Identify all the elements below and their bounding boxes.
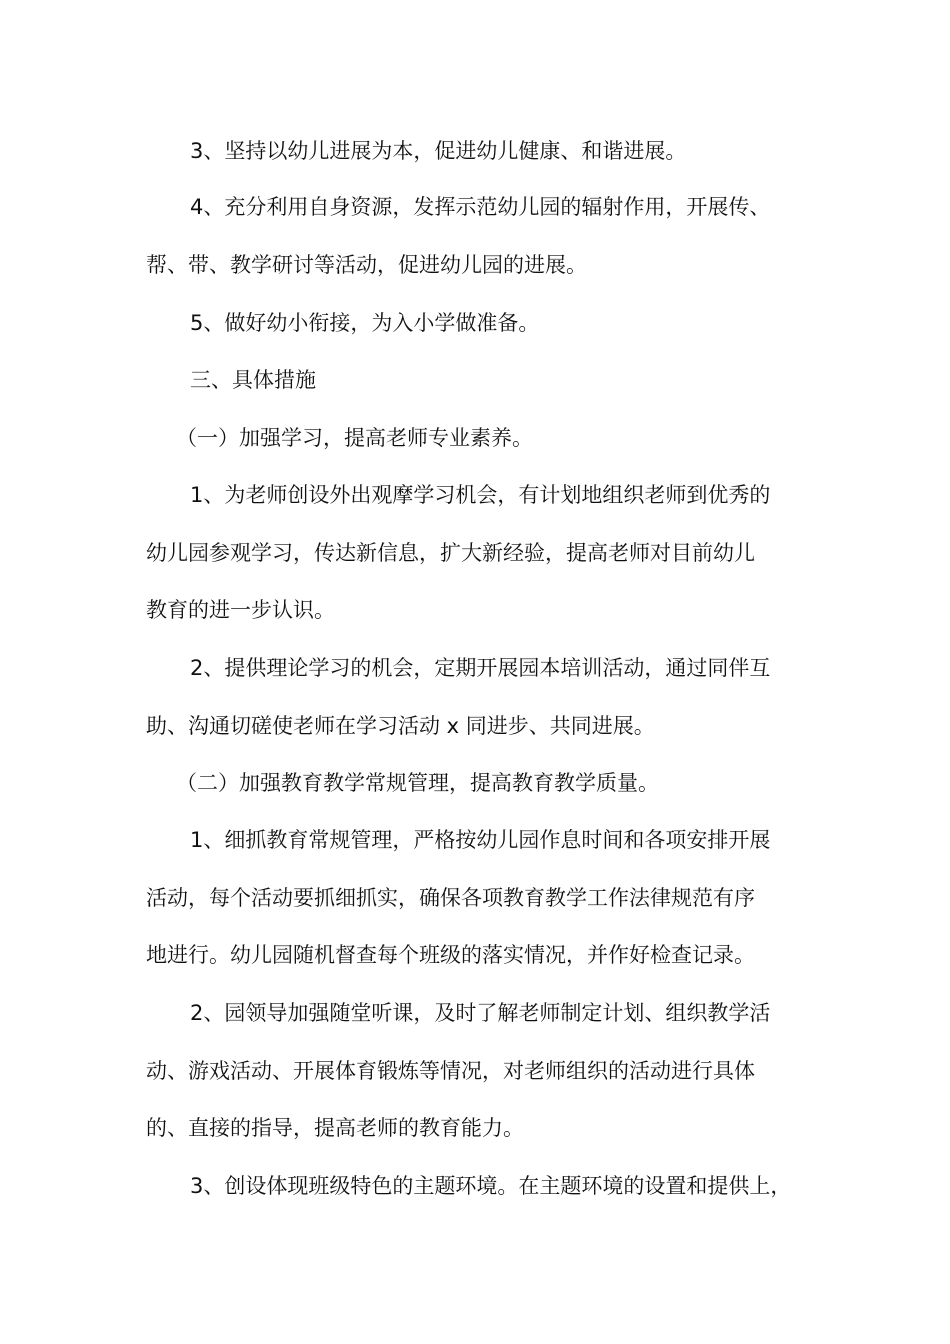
paragraph-study-1-line-2: 幼儿园参观学习，传达新信息，扩大新经验，提高老师对目前幼儿 xyxy=(146,541,755,565)
paragraph-study-1-line-1: 1、为老师创设外出观摩学习机会，有计划地组织老师到优秀的 xyxy=(190,483,771,507)
paragraph-study-1-line-3: 教育的进一步认识。 xyxy=(146,598,335,622)
subheading-study: （一）加强学习，提高老师专业素养。 xyxy=(176,426,533,450)
paragraph-study-2-line-2: 助、沟通切磋使老师在学习活动 x 同进步、共同进展。 xyxy=(146,714,655,738)
paragraph-management-2-line-1: 2、园领导加强随堂听课，及时了解老师制定计划、组织教学活 xyxy=(190,1001,771,1025)
paragraph-goal-5: 5、做好幼小衔接，为入小学做准备。 xyxy=(190,311,540,335)
section-heading-measures: 三、具体措施 xyxy=(190,368,316,392)
paragraph-goal-4-line-2: 帮、带、教学研讨等活动，促进幼儿园的进展。 xyxy=(146,253,587,277)
paragraph-management-2-line-2: 动、游戏活动、开展体育锻炼等情况，对老师组织的活动进行具体 xyxy=(146,1059,755,1083)
paragraph-management-1-line-2: 活动，每个活动要抓细抓实，确保各项教育教学工作法律规范有序 xyxy=(146,886,755,910)
paragraph-management-2-line-3: 的、直接的指导，提高老师的教育能力。 xyxy=(146,1116,524,1140)
paragraph-management-3-line-1: 3、创设体现班级特色的主题环境。在主题环境的设置和提供上， xyxy=(190,1174,792,1198)
paragraph-goal-4-line-1: 4、充分利用自身资源，发挥示范幼儿园的辐射作用，开展传、 xyxy=(190,195,771,219)
paragraph-management-1-line-3: 地进行。幼儿园随机督查每个班级的落实情况，并作好检查记录。 xyxy=(146,943,755,967)
subheading-management: （二）加强教育教学常规管理，提高教育教学质量。 xyxy=(176,771,659,795)
paragraph-study-2-line-1: 2、提供理论学习的机会，定期开展园本培训活动，通过同伴互 xyxy=(190,656,771,680)
paragraph-management-1-line-1: 1、细抓教育常规管理，严格按幼儿园作息时间和各项安排开展 xyxy=(190,828,771,852)
paragraph-goal-3: 3、坚持以幼儿进展为本，促进幼儿健康、和谐进展。 xyxy=(190,139,687,163)
